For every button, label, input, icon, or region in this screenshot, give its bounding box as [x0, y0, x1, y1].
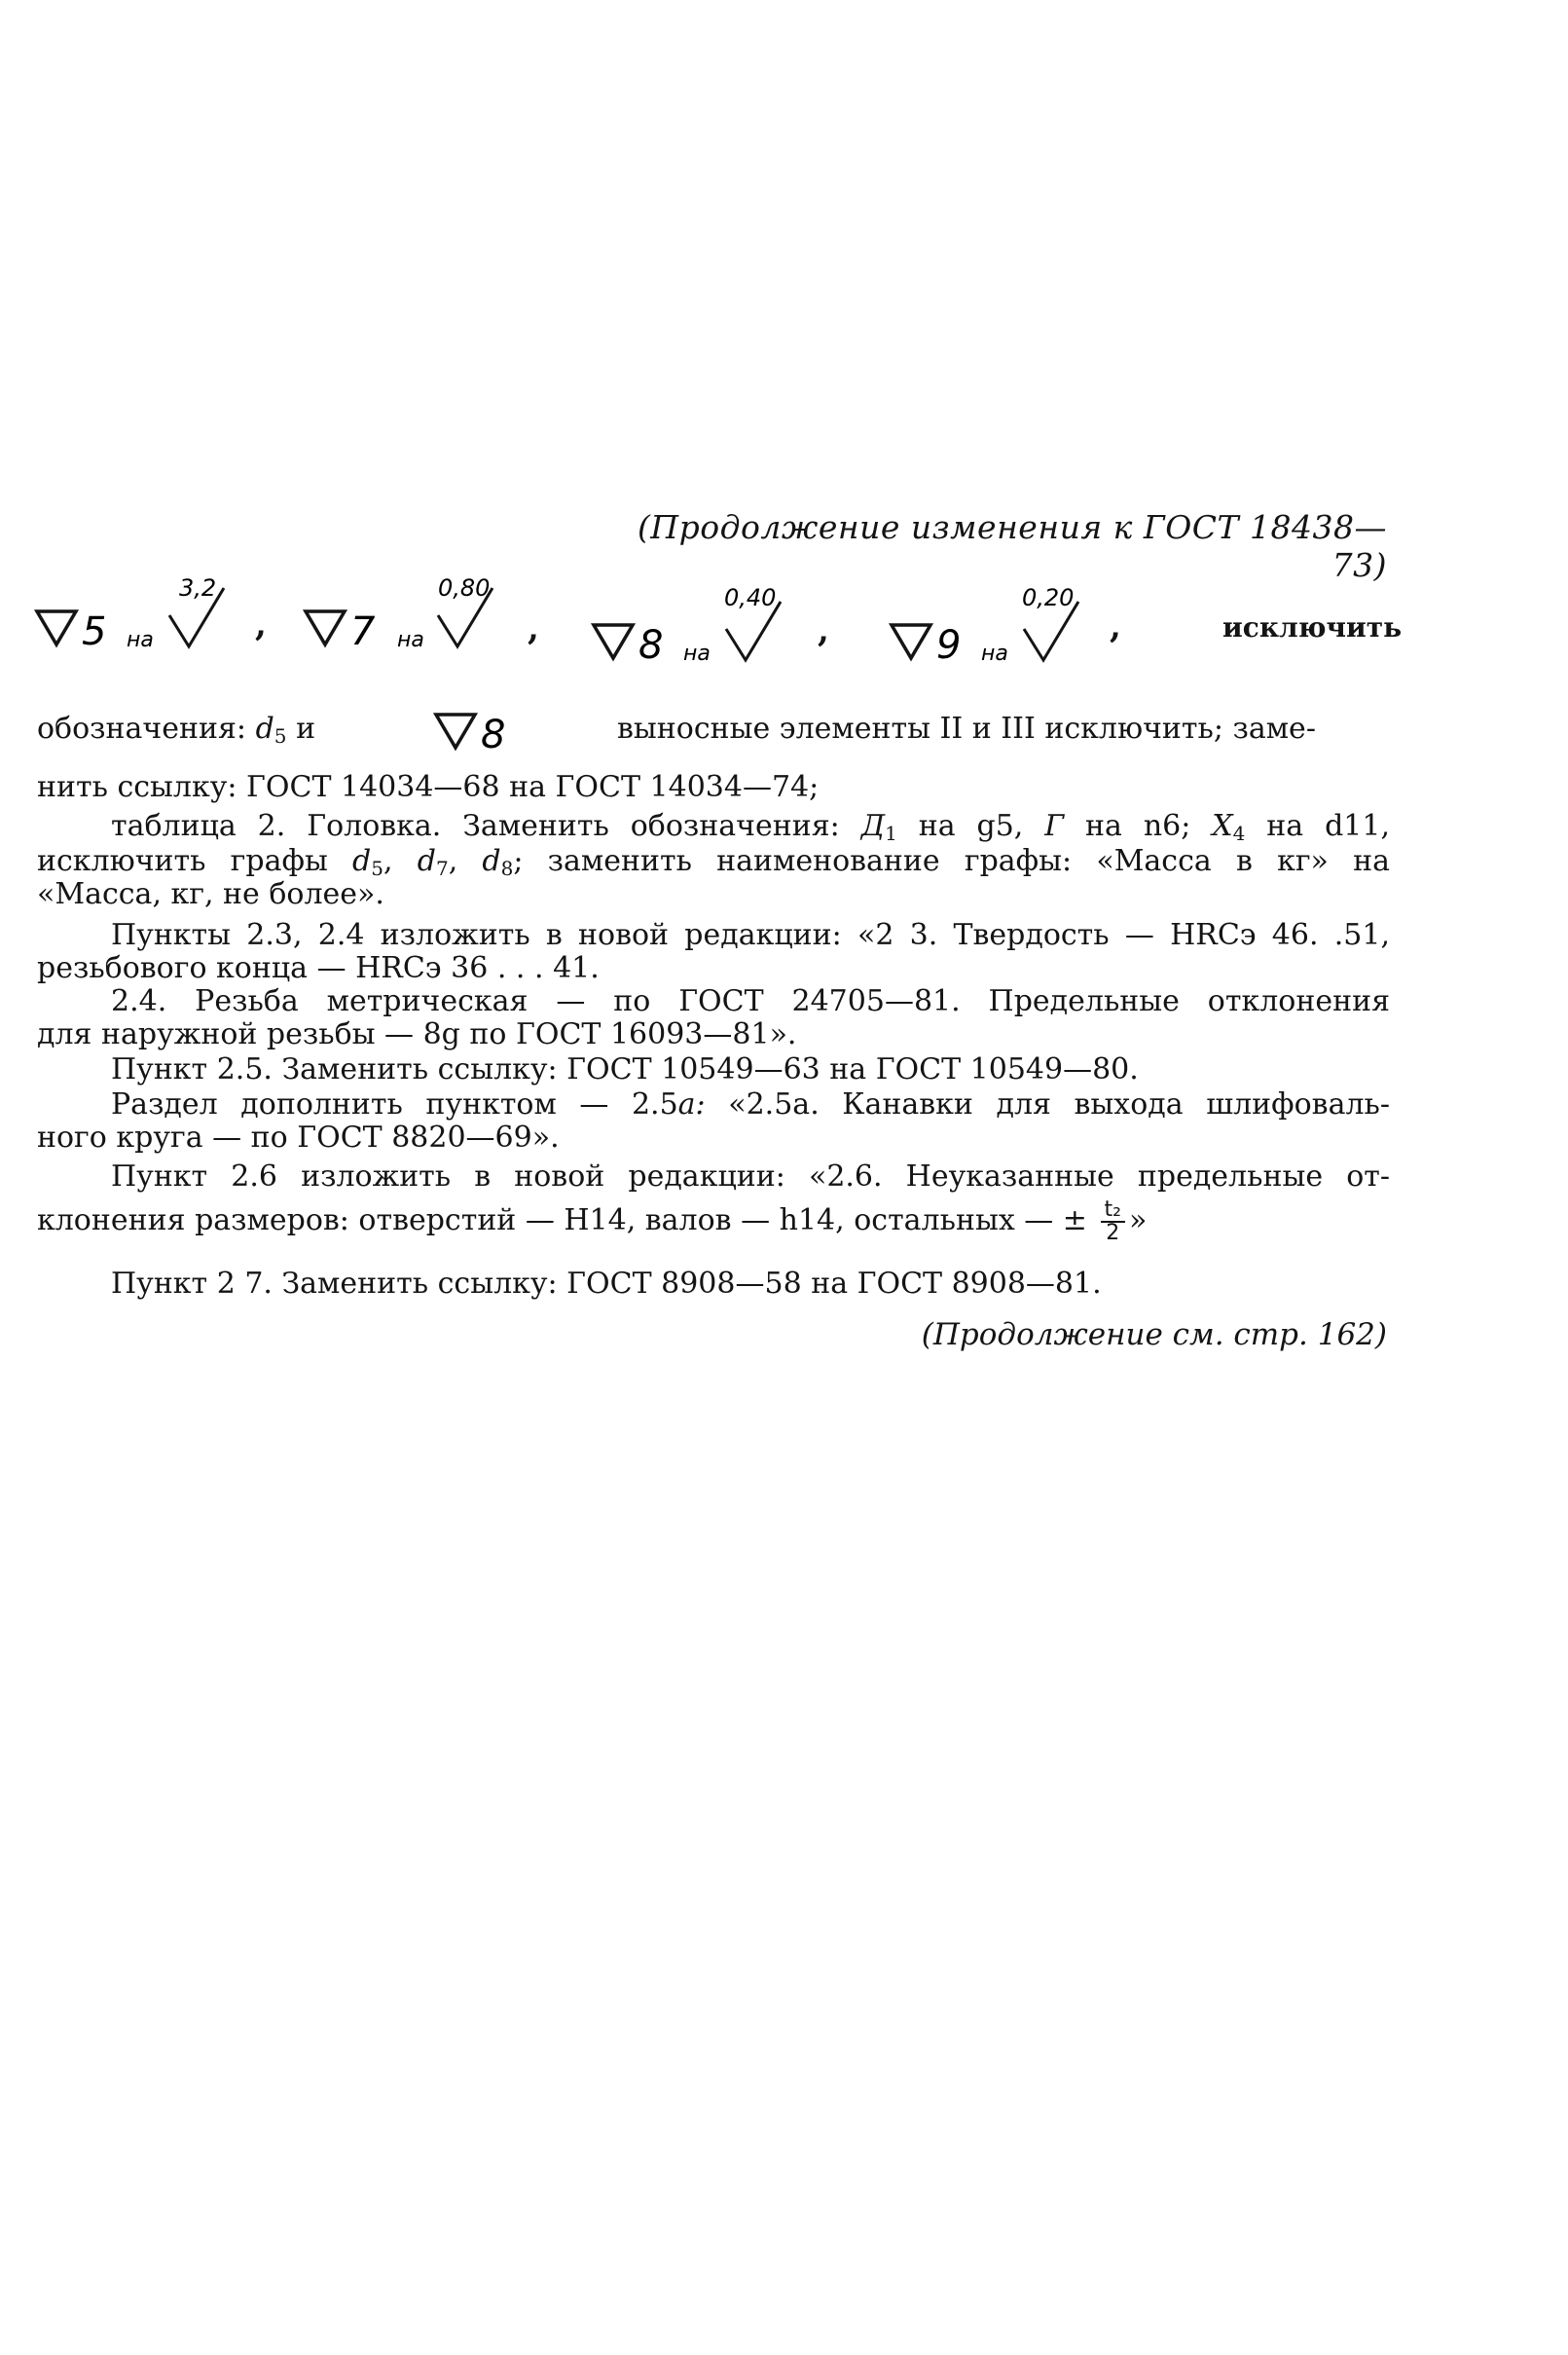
roughness-symbol-inline [432, 697, 539, 765]
text-line-7: резьбового конца — HRCэ 36 . . . 41. [37, 951, 600, 985]
separator-comma: , [818, 611, 829, 650]
symbol-d: d [255, 712, 274, 746]
na-label: на [981, 642, 1008, 666]
new-roughness-value: 0,20 [1022, 584, 1075, 611]
text-fragment: на d11, [1245, 809, 1390, 843]
separator-comma: , [528, 609, 539, 648]
italic-fragment: а: [677, 1087, 706, 1122]
new-roughness-value: 3,2 [179, 574, 217, 602]
roughness-triangle-icon [33, 574, 257, 672]
text-line-8: 2.4. Резьба метрическая — по ГОСТ 24705—81. Предельные отклонения [111, 984, 1390, 1018]
separator-comma: , [255, 606, 267, 644]
old-class: 9 [936, 623, 962, 668]
text-fragment: таблица 2. Головка. Заменить обозначения: [111, 809, 861, 843]
roughness-triangle-icon [590, 584, 814, 681]
text-fragment: » [1128, 1203, 1148, 1237]
continuation-footer: (Продолжение см. стр. 162) [921, 1317, 1387, 1352]
text-fragment: на n6; [1064, 809, 1213, 843]
text-line-9: для наружной резьбы — 8g по ГОСТ 16093—81». [37, 1017, 797, 1051]
text-line-14 [37, 1199, 1390, 1244]
separator-comma: , [1110, 607, 1121, 646]
fraction-numerator: t₂ [1101, 1199, 1125, 1223]
symbol-G: Г [1044, 809, 1065, 843]
text-fragment: «2.5а. Канавки для выхода шлифоваль- [705, 1087, 1390, 1122]
new-roughness-value: 0,40 [724, 584, 777, 611]
roughness-triangle-icon [432, 697, 539, 765]
new-roughness-value: 0,80 [438, 574, 491, 602]
old-class: 8 [638, 623, 664, 668]
roughness-symbol-3 [590, 584, 814, 681]
text-fragment: на g5, [896, 809, 1045, 843]
text-line-2: нить ссылку: ГОСТ 14034—68 на ГОСТ 14034—74; [37, 770, 820, 804]
old-class: 7 [350, 609, 376, 654]
symbol-d: d [482, 844, 501, 878]
text-fragment: ; заменить наименование графы: «Масса в кг» на [513, 844, 1390, 878]
text-fragment: клонения размеров: отверстий — H14, валов — h14, остальных — ± [37, 1203, 1087, 1237]
text-fragment: исключить графы [37, 844, 353, 878]
text-line-12: ного круга — по ГОСТ 8820—69». [37, 1121, 560, 1155]
text-line-1b: выносные элементы II и III исключить; заме- [617, 712, 1316, 746]
text-line-3 [37, 810, 1390, 843]
text-line-10: Пункт 2.5. Заменить ссылку: ГОСТ 10549—63 на ГОСТ 10549—80. [111, 1052, 1139, 1086]
roughness-symbol-2 [302, 574, 526, 672]
symbol-X: X [1212, 809, 1233, 843]
old-class: 5 [82, 609, 107, 654]
isklyuchit-label: исключить [1222, 611, 1403, 644]
fraction [1101, 1199, 1125, 1244]
subscript: 5 [371, 857, 383, 880]
text-fragment: и [286, 712, 316, 746]
roughness-symbol-1 [33, 574, 257, 672]
symbol-d: d [352, 844, 372, 878]
na-label: на [397, 628, 424, 652]
fraction-denominator: 2 [1106, 1221, 1120, 1245]
text-line-13: Пункт 2.6 изложить в новой редакции: «2.6. Неуказанные предельные от- [111, 1159, 1390, 1194]
roughness-triangle-icon [302, 574, 526, 672]
na-label: на [683, 642, 711, 666]
subscript: 5 [273, 724, 287, 748]
text-line-4: исключить графы $d_5$, $d_7$, $d_8$; заменить наименование графы: «Масса в кг» на [37, 844, 1390, 880]
subscript: 4 [1232, 822, 1246, 845]
text-line-11 [37, 1088, 1390, 1122]
roughness-triangle-icon [888, 584, 1112, 681]
subscript: 7 [435, 857, 449, 880]
continuation-header: (Продолжение изменения к ГОСТ 18438—73) [637, 508, 1387, 584]
text-line-6: Пункты 2.3, 2.4 изложить в новой редакции: «2 3. Твердость — HRCэ 46. .51, [111, 918, 1390, 952]
text-fragment: обозначения: [37, 712, 256, 746]
old-class: 8 [481, 713, 506, 757]
na-label: на [127, 628, 154, 652]
text-line-15: Пункт 2 7. Заменить ссылку: ГОСТ 8908—58 на ГОСТ 8908—81. [111, 1267, 1102, 1301]
roughness-symbol-4 [888, 584, 1112, 681]
subscript: 1 [885, 822, 897, 845]
subscript: 8 [500, 857, 514, 880]
symbol-d: d [417, 844, 436, 878]
text-fragment: Раздел дополнить пунктом — 2.5 [111, 1087, 678, 1122]
symbol-D: Д [860, 809, 886, 843]
text-line-5: «Масса, кг, не более». [37, 877, 384, 911]
